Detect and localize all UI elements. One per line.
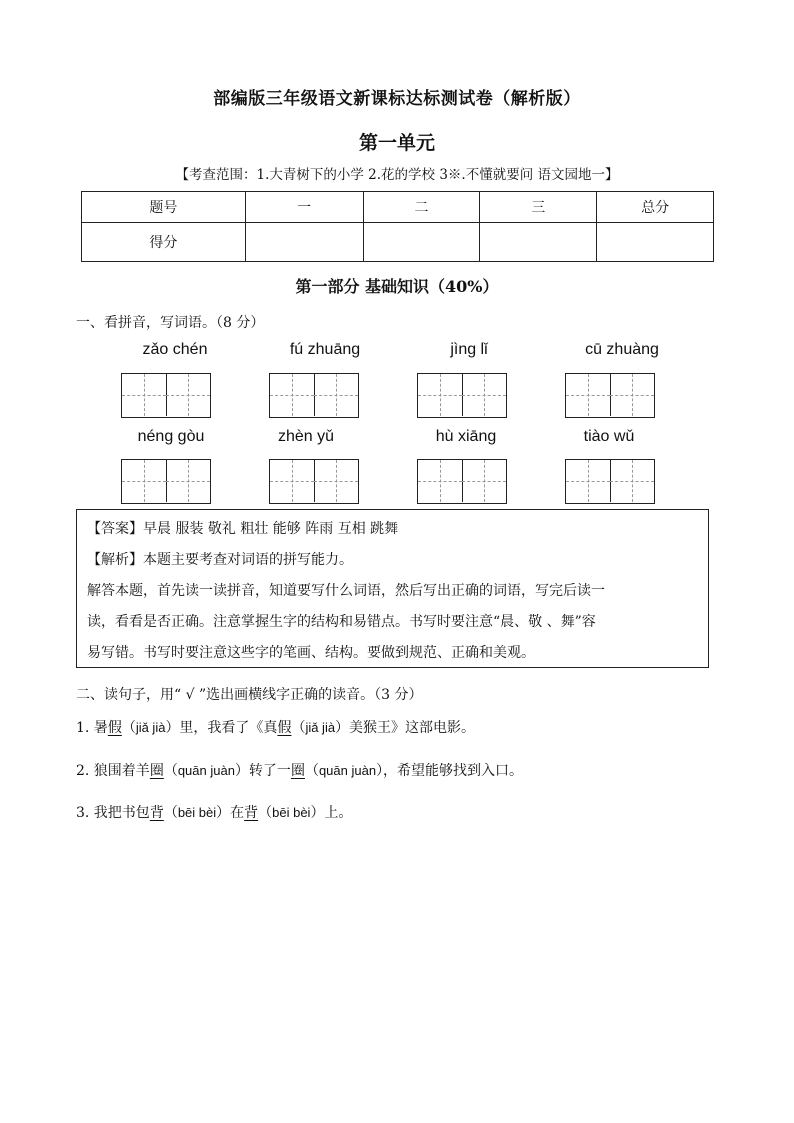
pinyin-word: tiào wǔ xyxy=(583,428,635,445)
question-two-heading: 二、读句子，用“ √ ”选出画横线字正确的读音。（3 分） xyxy=(76,687,423,703)
underlined-char: 背 xyxy=(149,805,164,821)
score-header-cell: 题号 xyxy=(82,192,246,223)
pinyin-choice[interactable]: bēi bèi xyxy=(272,805,311,820)
exam-scope: 【考查范围：1.大青树下的小学 2.花的学校 3※.不懂就要问 语文园地一】 xyxy=(175,167,619,183)
pinyin-choice[interactable]: jiǎ jià xyxy=(135,720,166,735)
answer-analysis-box xyxy=(76,509,709,668)
analysis-text: 易写错。书写时要注意这些字的笔画、结构。要做到规范、正确和美观。 xyxy=(87,645,535,661)
pinyin-word: zǎo chén xyxy=(142,341,208,358)
answer-line: 【答案】早晨 服装 敬礼 粗壮 能够 阵雨 互相 跳舞 xyxy=(87,521,399,537)
writing-grid[interactable] xyxy=(269,459,359,504)
pinyin-word: jìng lǐ xyxy=(450,341,488,358)
writing-grid[interactable] xyxy=(121,459,211,504)
part-one-title: 第一部分 基础知识（40%） xyxy=(295,277,499,296)
writing-grid[interactable] xyxy=(565,459,655,504)
score-cell[interactable] xyxy=(363,223,480,262)
score-header-cell: 二 xyxy=(363,192,480,223)
unit-title: 第一单元 xyxy=(358,132,435,154)
sentence-1: 1. 暑假（jiǎ jià）里，我看了《真假（jiǎ jià）美猴王》这部电影。 xyxy=(76,720,476,736)
analysis-text: 读，看看是否正确。注意掌握生字的结构和易错点。书写时要注意“晨、敬 、舞”容 xyxy=(87,614,596,630)
question-one-heading: 一、看拼音，写词语。（8 分） xyxy=(76,315,265,331)
score-table-header-row xyxy=(82,192,714,223)
score-header-cell: 总分 xyxy=(597,192,714,223)
score-table-score-row xyxy=(82,223,714,262)
writing-grid[interactable] xyxy=(269,373,359,418)
underlined-char: 假 xyxy=(107,720,122,736)
underlined-char: 圈 xyxy=(290,763,305,779)
analysis-text: 解答本题，首先读一读拼音，知道要写什么词语，然后写出正确的词语，写完后读一 xyxy=(87,583,605,599)
writing-grid[interactable] xyxy=(121,373,211,418)
score-cell[interactable] xyxy=(597,223,714,262)
score-header-cell: 一 xyxy=(245,192,363,223)
underlined-char: 背 xyxy=(244,805,259,821)
pinyin-word: fú zhuāng xyxy=(289,341,361,358)
underlined-char: 圈 xyxy=(149,763,164,779)
writing-grid[interactable] xyxy=(417,373,507,418)
exam-title: 部编版三年级语文新课标达标测试卷（解析版） xyxy=(213,89,581,109)
score-row-label: 得分 xyxy=(82,223,246,262)
sentence-2: 2. 狼围着羊圈（quān juàn）转了一圈（quān juàn），希望能够找到入口。 xyxy=(76,763,524,779)
score-cell[interactable] xyxy=(480,223,597,262)
pinyin-word: cū zhuàng xyxy=(585,341,659,358)
pinyin-choice[interactable]: quān juàn xyxy=(177,763,235,778)
analysis-line: 【解析】本题主要考查对词语的拼写能力。 xyxy=(87,552,353,568)
pinyin-word: néng gòu xyxy=(137,428,205,445)
pinyin-choice[interactable]: bēi bèi xyxy=(177,805,217,820)
score-table xyxy=(81,191,714,262)
sentence-3: 3. 我把书包背（bēi bèi）在背（bēi bèi）上。 xyxy=(76,805,353,821)
pinyin-word: zhèn yǔ xyxy=(277,428,335,445)
pinyin-choice[interactable]: quān juàn xyxy=(318,763,377,778)
pinyin-word: hù xiāng xyxy=(435,428,497,445)
underlined-char: 假 xyxy=(277,720,292,736)
score-cell[interactable] xyxy=(245,223,363,262)
pinyin-choice[interactable]: jiǎ jià xyxy=(305,720,336,735)
writing-grid[interactable] xyxy=(565,373,655,418)
writing-grid[interactable] xyxy=(417,459,507,504)
score-header-cell: 三 xyxy=(480,192,597,223)
